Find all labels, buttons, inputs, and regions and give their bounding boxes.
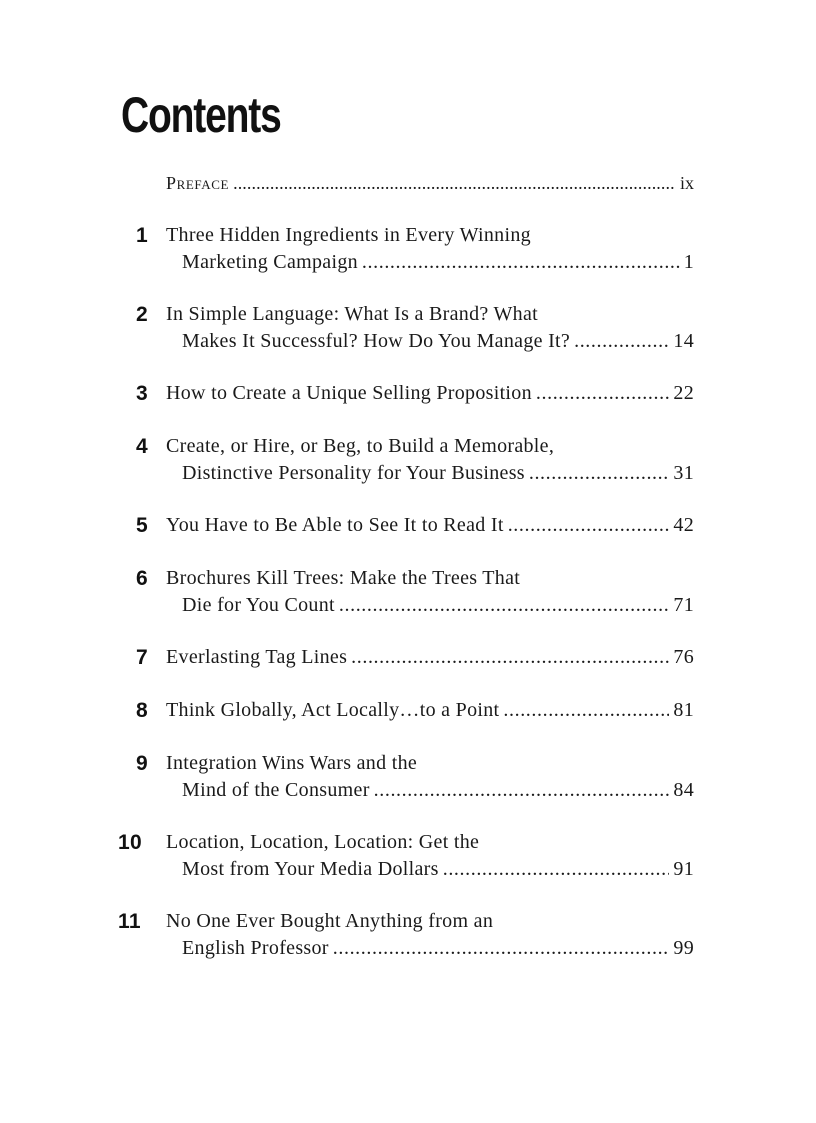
dot-leader: [536, 380, 670, 407]
dot-leader: [443, 856, 670, 883]
chapter-title-line: Mind of the Consumer: [182, 779, 370, 801]
chapter-title-line: English Professor: [182, 937, 329, 959]
chapter-number: 11: [118, 910, 141, 933]
toc-entry-chapter-10[interactable]: [120, 829, 694, 883]
toc-entry-chapter-3[interactable]: [120, 380, 694, 407]
chapter-page-number: 1: [683, 251, 694, 273]
chapter-page-number: 91: [673, 858, 694, 880]
toc-entry-chapter-11[interactable]: [120, 908, 694, 962]
chapter-number: 7: [136, 646, 148, 669]
dot-leader: [374, 777, 670, 804]
chapter-title-line: Three Hidden Ingredients in Every Winning: [166, 224, 531, 246]
chapter-title-line: Distinctive Personality for Your Business: [182, 462, 525, 484]
dot-leader: [333, 935, 670, 962]
chapter-page-number: 22: [673, 382, 694, 404]
chapter-page-number: 84: [673, 779, 694, 801]
preface-page-number: ix: [679, 173, 694, 193]
dot-leader: [508, 512, 670, 539]
toc-entry-chapter-6[interactable]: [120, 565, 694, 619]
chapter-title-line: How to Create a Unique Selling Proposition: [166, 382, 532, 404]
chapter-page-number: 99: [673, 937, 694, 959]
chapter-title-line: Create, or Hire, or Beg, to Build a Memorable,: [166, 435, 555, 457]
chapter-page-number: 31: [673, 462, 694, 484]
chapter-number: 4: [136, 435, 148, 458]
toc-entry-chapter-1[interactable]: [120, 222, 694, 276]
chapter-number: 1: [136, 224, 148, 247]
chapter-page-number: 71: [673, 594, 694, 616]
toc-entry-chapter-9[interactable]: [120, 750, 694, 804]
toc-entry-chapter-4[interactable]: [120, 433, 694, 487]
chapter-title-line: Integration Wins Wars and the: [166, 752, 418, 774]
dot-leader: [233, 172, 676, 194]
toc-entry-chapter-8[interactable]: [120, 697, 694, 724]
dot-leader: [503, 697, 669, 724]
chapter-title-line: Most from Your Media Dollars: [182, 858, 439, 880]
chapter-title-line: Makes It Successful? How Do You Manage It?: [182, 330, 571, 352]
chapter-title-line: Location, Location, Location: Get the: [166, 831, 480, 853]
chapter-page-number: 76: [673, 646, 694, 668]
toc-entry-preface[interactable]: [166, 172, 694, 194]
chapter-page-number: 81: [673, 699, 694, 721]
chapter-number: 3: [136, 382, 148, 405]
toc-entry-chapter-7[interactable]: [120, 644, 694, 671]
chapter-number: 8: [136, 699, 148, 722]
dot-leader: [351, 644, 669, 671]
chapter-title-line: No One Ever Bought Anything from an: [166, 910, 494, 932]
chapter-number: 10: [118, 831, 142, 854]
chapter-title-line: You Have to Be Able to See It to Read It: [166, 514, 504, 536]
chapter-page-number: 42: [673, 514, 694, 536]
dot-leader: [529, 460, 670, 487]
chapter-title-line: Think Globally, Act Locally…to a Point: [166, 699, 500, 721]
dot-leader: [574, 328, 669, 355]
toc-entry-chapter-2[interactable]: [120, 301, 694, 355]
chapter-title-line: Brochures Kill Trees: Make the Trees That: [166, 567, 521, 589]
page-title: Contents: [121, 87, 281, 143]
chapter-number: 9: [136, 752, 148, 775]
chapter-title-line: Marketing Campaign: [182, 251, 358, 273]
chapter-number: 2: [136, 303, 148, 326]
chapter-number: 6: [136, 567, 148, 590]
preface-label: Preface: [166, 173, 230, 193]
chapter-title-line: Die for You Count: [182, 594, 335, 616]
chapter-title-line: In Simple Language: What Is a Brand? What: [166, 303, 539, 325]
toc-entry-chapter-5[interactable]: [120, 512, 694, 539]
chapter-number: 5: [136, 514, 148, 537]
chapter-page-number: 14: [673, 330, 694, 352]
chapter-title-line: Everlasting Tag Lines: [166, 646, 348, 668]
dot-leader: [339, 592, 669, 619]
dot-leader: [362, 249, 680, 276]
